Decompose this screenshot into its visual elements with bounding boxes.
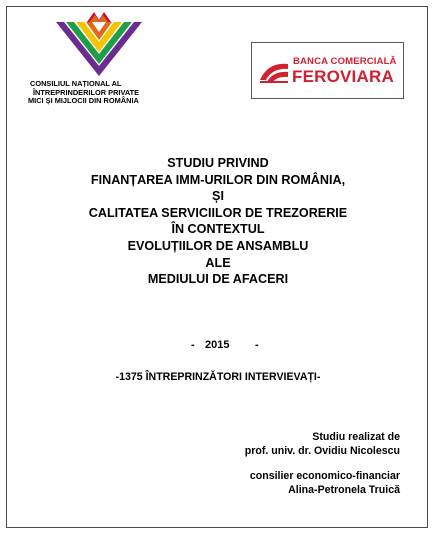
title-line: ȘI [212,189,224,204]
bank-name-line2: FEROVIARA [292,67,394,86]
title-line: EVOLUȚIILOR DE ANSAMBLU [127,238,309,253]
org-name-line: CONSILIUL NAȚIONAL AL [30,79,122,88]
document-title [20,155,416,288]
org-logo [28,12,168,112]
cnipmmr-logo-mark-icon [54,12,144,78]
author-name: prof. univ. dr. Ovidiu Nicolescu [244,444,400,457]
org-name-line: ÎNTREPRINDERILOR PRIVATE [33,87,140,97]
year-value: 2015 [205,339,230,351]
bank-name-line1: BANCA COMERCIALĂ [293,56,397,67]
title-line: STUDIU PRIVIND [167,156,269,170]
author-role: consilier economico-financiar [249,470,400,483]
bank-arrow-mark-icon [258,60,290,84]
interviewed-count: -1375 ÎNTREPRINZĂTORI INTERVIEVAȚI- [115,371,321,383]
author-intro: Studiu realizat de [312,431,400,443]
title-line: ALE [205,255,231,270]
title-line: ÎN CONTEXTUL [171,222,265,237]
bank-logo [251,42,404,99]
org-name-line: MICI ȘI MIJLOCII DIN ROMÂNIA [28,96,139,106]
title-line: MEDIULUI DE AFACERI [147,272,289,287]
title-line: CALITATEA SERVICIILOR DE TREZORERIE [88,205,348,220]
author-name: Alina-Petronela Truică [288,483,400,496]
author-block [140,431,400,497]
year-dash-left: - [191,339,195,351]
org-name [28,80,168,106]
year-dash-right: - [255,339,259,351]
title-line: FINANȚAREA IMM-URILOR DIN ROMÂNIA, [90,172,346,187]
